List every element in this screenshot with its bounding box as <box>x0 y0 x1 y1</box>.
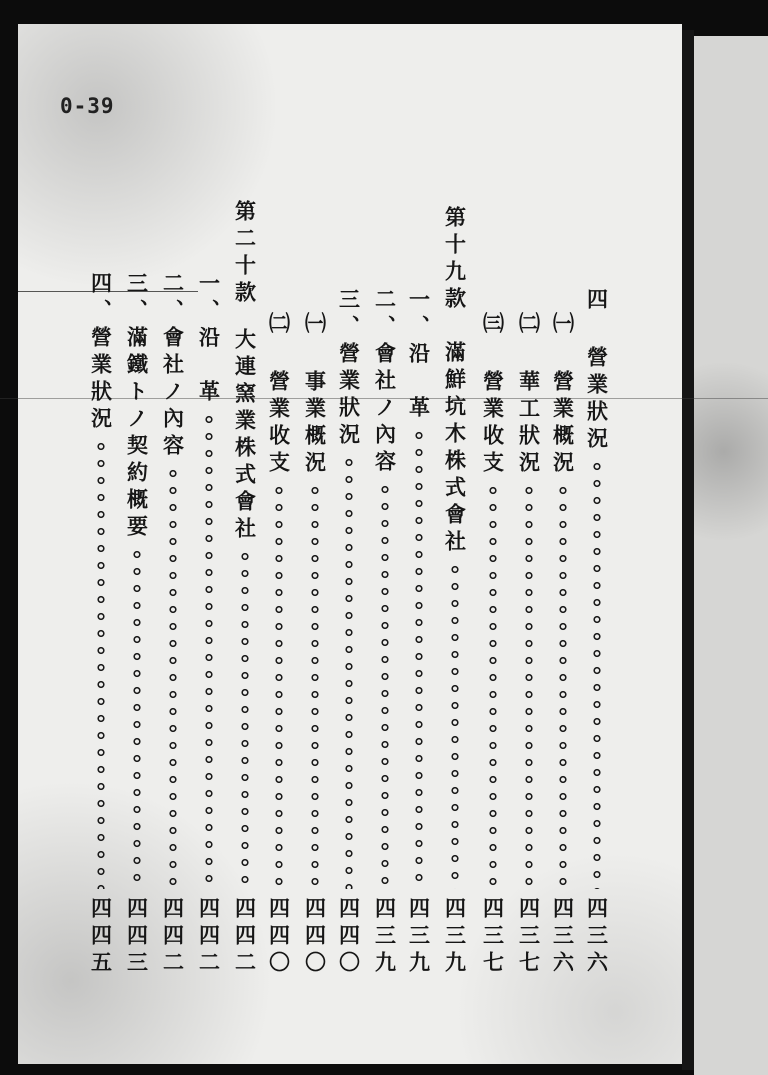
toc-page-number: 四四〇 <box>336 897 362 978</box>
toc-entry <box>440 206 470 978</box>
toc-leader-dots <box>559 482 567 889</box>
toc-entry <box>370 288 400 978</box>
toc-entry <box>194 272 224 978</box>
toc-leader-dots <box>489 482 497 889</box>
toc-leader-dots <box>97 438 105 889</box>
toc-leader-dots <box>311 482 319 889</box>
toc-entry-title: 第二十款 <box>232 200 258 308</box>
toc-leader-dots <box>133 546 141 889</box>
toc-entry-title: 一、沿 革 <box>406 288 432 423</box>
toc-entry <box>158 272 188 978</box>
toc-entry-title: ㈢ 營業收支 <box>480 312 506 478</box>
toc-page-number: 四三九 <box>442 897 468 978</box>
toc-entry-title: 三、營業狀況 <box>336 288 362 450</box>
toc-leader-dots <box>451 561 459 889</box>
toc-entry <box>122 272 152 978</box>
toc-entry-title: ㈡ 華工狀況 <box>516 312 542 478</box>
toc-entry <box>264 312 294 978</box>
toc-page-number: 四三七 <box>480 897 506 978</box>
toc-page-number: 四四五 <box>88 897 114 978</box>
toc-page-number: 四三七 <box>516 897 542 978</box>
toc-entry-title: 四 營業狀況 <box>584 288 610 454</box>
toc-entry-title: ㈠ 事業概況 <box>302 312 328 478</box>
toc-page-number: 四三六 <box>584 897 610 978</box>
toc-leader-dots <box>415 427 423 889</box>
toc-entry <box>404 288 434 978</box>
toc-entry-title: 二、會社ノ內容 <box>372 288 398 477</box>
toc-page-number: 四四二 <box>160 897 186 978</box>
toc-page-number: 四三六 <box>550 897 576 978</box>
toc-entry-title: 三、滿鐵トノ契約概要 <box>124 272 150 542</box>
toc-leader-dots <box>525 482 533 889</box>
toc-entry <box>548 312 578 978</box>
toc-page-number: 四三九 <box>372 897 398 978</box>
toc-leader-dots <box>593 458 601 889</box>
toc-entry-title: 一、沿 革 <box>196 272 222 407</box>
toc-page-number: 四四三 <box>124 897 150 978</box>
toc-entry <box>230 328 260 978</box>
toc-entry-title: ㈡ 營業收支 <box>266 312 292 478</box>
toc-leader-dots <box>205 411 213 889</box>
toc-page-number: 四四二 <box>196 897 222 978</box>
toc-leader-dots <box>345 454 353 889</box>
toc-entry <box>582 288 612 978</box>
toc-entry-title: 二、會社ノ內容 <box>160 272 186 461</box>
toc-page-number: 四三九 <box>406 897 432 978</box>
toc-page-number: 四四〇 <box>266 897 292 978</box>
toc-entry <box>86 272 116 978</box>
book-spine <box>682 30 694 1070</box>
toc-leader-dots <box>275 482 283 889</box>
facing-page-edge <box>694 36 768 1075</box>
toc-entry-title: 四、營業狀況 <box>88 272 114 434</box>
toc-leader-dots <box>381 481 389 889</box>
page-code: 0-39 <box>60 94 115 118</box>
toc-entry-title: ㈠ 營業概況 <box>550 312 576 478</box>
toc-entry <box>514 312 544 978</box>
toc-leader-dots <box>169 465 177 889</box>
toc-page-number: 四四二 <box>232 897 258 978</box>
toc-entry <box>334 288 364 978</box>
toc-leader-dots <box>241 548 249 889</box>
toc-section-heading <box>230 200 260 308</box>
toc-entry-title: 第十九款 滿鮮坑木株式會社 <box>442 206 468 557</box>
toc-entry <box>300 312 330 978</box>
toc-page-number: 四四〇 <box>302 897 328 978</box>
toc-entry-title: 大連窯業株式會社 <box>232 328 258 544</box>
toc-entry <box>478 312 508 978</box>
